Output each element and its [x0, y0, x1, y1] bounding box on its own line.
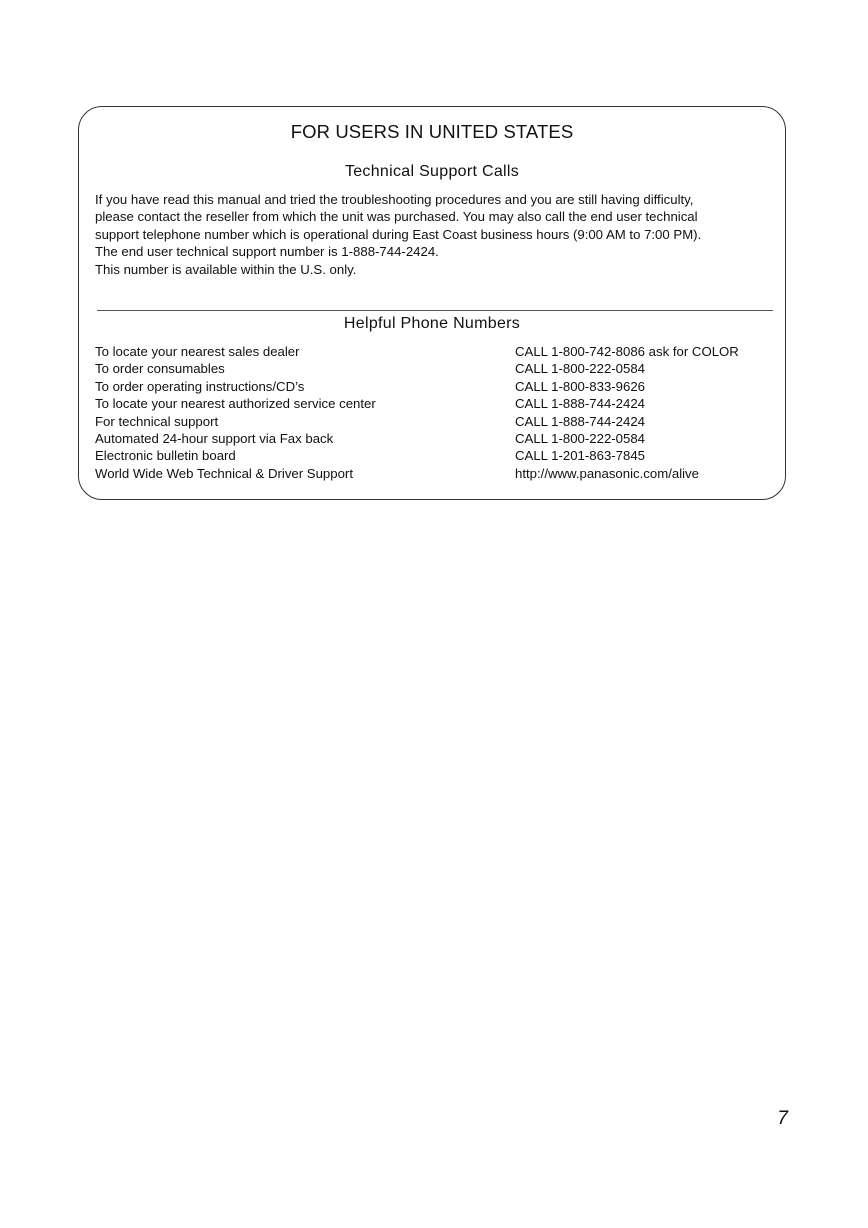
paragraph-line: The end user technical support number is 1-888-744-2424.: [95, 244, 439, 260]
phone-row: [95, 413, 775, 430]
phone-row: [95, 447, 775, 464]
technical-support-heading: Technical Support Calls: [344, 163, 520, 180]
phone-row-label: To order consumables: [95, 361, 225, 377]
phone-row-label: World Wide Web Technical & Driver Support: [95, 465, 353, 481]
phone-row: [95, 465, 775, 482]
phone-numbers-list: [95, 343, 775, 482]
phone-row: [95, 430, 775, 447]
phone-row-number: CALL 1-201-863-7845: [515, 448, 646, 464]
box-title: FOR USERS IN UNITED STATES: [290, 121, 574, 142]
phone-row-label: To locate your nearest authorized service center: [95, 396, 376, 412]
phone-row-label: For technical support: [95, 413, 219, 429]
paragraph-line: support telephone number which is operational during East Coast business hours (9:00 AM to 7:00 PM).: [95, 226, 702, 242]
helpful-phone-numbers-heading: Helpful Phone Numbers: [343, 315, 521, 332]
paragraph-line: please contact the reseller from which the unit was purchased. You may also call the end user technical: [95, 209, 698, 225]
phone-row-number: CALL 1-800-742-8086 ask for COLOR: [515, 344, 739, 359]
section-divider: [97, 310, 773, 311]
phone-row: [95, 343, 775, 360]
paragraph-line: This number is available within the U.S. only.: [95, 261, 357, 277]
technical-support-paragraph: [95, 191, 775, 278]
phone-row-number: CALL 1-800-222-0584: [515, 431, 646, 447]
phone-row: [95, 395, 775, 412]
phone-row-number: CALL 1-800-222-0584: [515, 361, 646, 377]
us-support-box: [78, 106, 786, 500]
phone-row: [95, 378, 775, 395]
phone-row-label: To locate your nearest sales dealer: [95, 344, 300, 359]
phone-row-number: CALL 1-888-744-2424: [515, 396, 646, 412]
website-url: http://www.panasonic.com/alive: [515, 465, 699, 481]
phone-row-label: To order operating instructions/CD’s: [95, 378, 305, 394]
phone-row-number: CALL 1-800-833-9626: [515, 378, 646, 394]
page-number: 7: [777, 1108, 788, 1129]
paragraph-line: If you have read this manual and tried the troubleshooting procedures and you are still having difficulty,: [95, 192, 694, 207]
phone-row: [95, 360, 775, 377]
phone-row-number: CALL 1-888-744-2424: [515, 413, 646, 429]
phone-row-label: Automated 24-hour support via Fax back: [95, 431, 334, 447]
phone-row-label: Electronic bulletin board: [95, 448, 236, 464]
